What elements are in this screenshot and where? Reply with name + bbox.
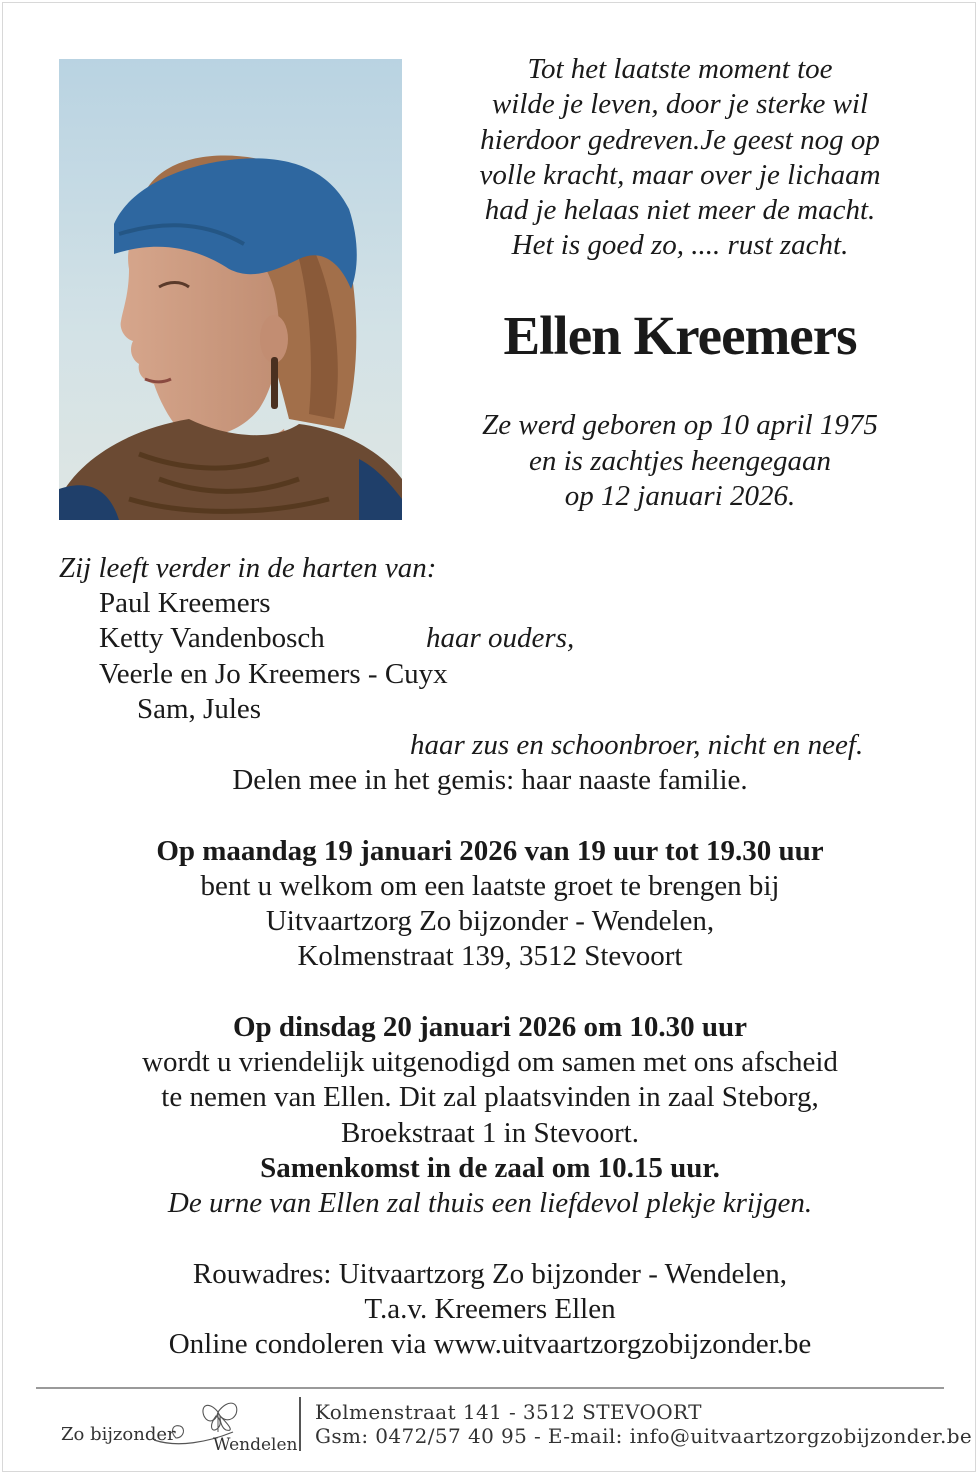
viewing-line: Kolmenstraat 139, 3512 Stevoort [297, 940, 683, 972]
ceremony-line: Broekstraat 1 in Stevoort. [340, 1117, 639, 1149]
poem-line: volle kracht, maar over je lichaam [479, 158, 881, 191]
life-dates [435, 408, 925, 515]
condolence-link[interactable]: Online condoleren via www.uitvaartzorgzobijzonder.be [168, 1328, 812, 1360]
date-line: Ze werd geboren op 10 april 1975 [482, 409, 878, 441]
urn-note: De urne van Ellen zal thuis een liefdevol plekje krijgen. [167, 1187, 813, 1219]
family-name: Paul Kreemers [99, 587, 271, 619]
ceremony-line: wordt u vriendelijk uitgenodigd om samen met ons afscheid [142, 1046, 838, 1078]
gathering-note: Samenkomst in de zaal om 10.15 uur. [260, 1152, 720, 1184]
footer-separator [299, 1397, 301, 1451]
footer-address: Kolmenstraat 141 - 3512 STEVOORT [315, 1400, 702, 1424]
family-name: Ketty Vandenbosch [99, 622, 325, 654]
mourning-address-line: Rouwadres: Uitvaartzorg Zo bijzonder - Wendelen, [192, 1258, 788, 1290]
ceremony-heading: Op dinsdag 20 januari 2026 om 10.30 uur [232, 1011, 748, 1043]
poem-line: wilde je leven, door je sterke wil [491, 88, 869, 121]
logo-subtitle: Wendelen [213, 1435, 298, 1455]
ceremony-line: te nemen van Ellen. Dit zal plaatsvinden in zaal Steborg, [161, 1081, 819, 1113]
poem-line: Tot het laatste moment toe [527, 53, 833, 85]
sibling-note: haar zus en schoonbroer, nicht en neef. [410, 729, 864, 761]
viewing-line: Uitvaartzorg Zo bijzonder - Wendelen, [265, 905, 715, 937]
family-name: Veerle en Jo Kreemers - Cuyx [99, 658, 448, 690]
portrait-photo [59, 59, 402, 520]
family-intro: Zij leeft verder in de harten van: [59, 552, 437, 584]
date-line: en is zachtjes heengegaan [528, 444, 831, 477]
mourning-address-line: T.a.v. Kreemers Ellen [364, 1293, 616, 1325]
family-name: Sam, Jules [137, 693, 262, 725]
viewing-heading: Op maandag 19 januari 2026 van 19 uur tot 19.30 uur [156, 835, 824, 867]
footer-divider [36, 1387, 944, 1389]
poem-line: Het is goed zo, .... rust zacht. [511, 229, 849, 262]
parents-note: haar ouders, [426, 622, 575, 654]
logo-wordmark: Zo bijzonder [61, 1424, 176, 1445]
poem-line: hierdoor gedreven.Je geest nog op [480, 123, 880, 156]
viewing-line: bent u welkom om een laatste groet te brengen bij [200, 870, 780, 902]
poem-line: had je helaas niet meer de macht. [484, 194, 876, 227]
date-line: op 12 januari 2026. [564, 480, 796, 512]
footer-contact[interactable]: Gsm: 0472/57 40 95 - E-mail: info@uitvaartzorgzobijzonder.be [315, 1424, 973, 1448]
deceased-name: Ellen Kreemers [503, 305, 857, 366]
poem [435, 52, 925, 264]
family-closing: Delen mee in het gemis: haar naaste familie. [232, 764, 748, 796]
